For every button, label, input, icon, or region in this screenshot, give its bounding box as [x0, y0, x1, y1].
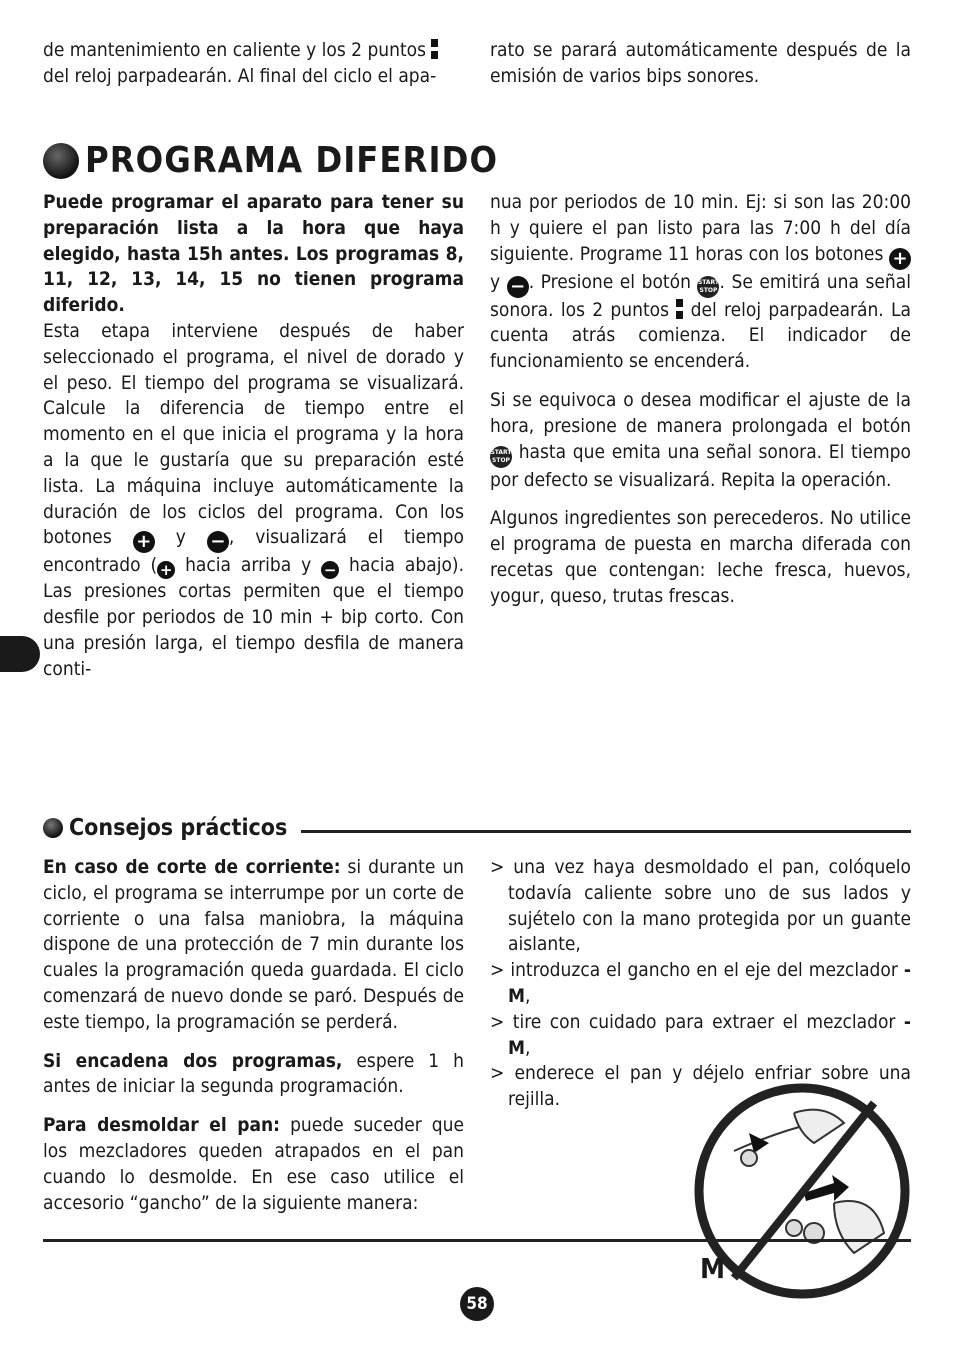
- programa-left-column: Puede programar el aparato para tener su preparación lista a la hora que haya elegido, hasta 15h antes. Los programas 8, 11, 12, 13, 14, 15 no tienen programa diferido. Esta etapa interviene después de haber seleccionado el programa, el nivel de dorado y el peso. El tiempo del programa se visualizará. Calcule la diferencia de tiempo entre el momento en el que inicia el programa y la hora a la que le gustaría que su preparación esté lista. La máquina incluye automáticamente la duración de los ciclos del programa. Con los botones + y − , visualizará el tiempo encontrado ( + hacia arriba y − hacia abajo). Las presiones cortas permiten que el tiempo desfile por periodos de 10 min + bip corto. Con una presión larga, el tiempo desfila de manera conti-: [43, 191, 464, 680]
- programa-right-column: nua por periodos de 10 min. Ej: si son las 20:00 h y quiere el pan listo para las 7:00 h del día siguiente. Programe 11 horas con los botones + y − . Presione el botón START STOP . Se emitirá una señal sonora. los 2 puntos del reloj parpadearán. La cuenta atrás comienza. El indicador de funcionamiento se encenderá. Si se equivoca o desea modificar el ajuste de la hora, presione de manera prolongada el botón START STOP hasta que emita una señal sonora. El tiempo por defecto se visualizará. Repita la operación. Algunos ingredientes son perecederos. No utilice el programa de puesta en marcha diferada con recetas que contengan: leche fresca, huevos, yogur, queso, trutas frescas.: [490, 190, 911, 623]
- bullet-icon: [43, 143, 79, 179]
- list-item: > enderece el pan y déjelo enfriar sobre una rejilla.: [490, 1062, 911, 1111]
- minus-button-icon: −: [321, 561, 339, 579]
- top-left-text: de mantenimiento en caliente y los 2 puntos del reloj parpadearán. Al final del ciclo el apa-: [43, 38, 464, 90]
- section-title-programa: PROGRAMA DIFERIDO: [43, 140, 498, 181]
- steps-list: [490, 855, 911, 1113]
- page-number: 58: [460, 1287, 494, 1321]
- no-hook-illustration: [694, 1083, 911, 1300]
- clock-colon-icon: [431, 38, 438, 60]
- minus-button-icon: −: [507, 276, 529, 298]
- side-tab-marker: [0, 636, 40, 672]
- figure-label: M: [700, 1252, 726, 1285]
- start-stop-icon: START STOP: [697, 276, 719, 298]
- perishable-note: Algunos ingredientes son perecederos. No utilice el programa de puesta en marcha diferada con recetas que contengan: leche fresca, huevos, yogur, queso, trutas frescas.: [490, 507, 911, 607]
- section-title-consejos: Consejos prácticos: [43, 815, 911, 841]
- list-item: > introduzca el gancho en el eje del mezclador - M,: [490, 959, 911, 1007]
- plus-button-icon: +: [889, 248, 911, 270]
- consejos-left-column: En caso de corte de corriente: si durante un ciclo, el programa se interrumpe por un corte de corriente o una falsa maniobra, la máquina dispone de una protección de 7 min durante los cuales la programación queda guardada. El ciclo comenzará de nuevo donde se paró. Después de este tiempo, la programación se perderá. Si encadena dos programas, espere 1 h antes de iniciar la segunda programación. Para desmoldar el pan: puede suceder que los mezcladores queden atrapados en el pan cuando lo desmolde. En ese caso utilice el accesorio “gancho” de la siguiente manera:: [43, 856, 464, 1214]
- plus-button-icon: +: [133, 531, 155, 553]
- title-rule: [301, 830, 911, 833]
- bullet-icon: [43, 818, 63, 838]
- minus-button-icon: −: [207, 531, 229, 553]
- clock-colon-icon: [676, 298, 683, 320]
- plus-button-icon: +: [157, 561, 175, 579]
- consejos-right-column: [490, 855, 911, 1113]
- top-right-text: rato se parará automáticamente después de la emisión de varios bips sonores.: [490, 39, 911, 87]
- bottom-rule: [43, 1239, 911, 1242]
- intro-bold: Puede programar el aparato para tener su preparación lista a la hora que haya elegido, hasta 15h antes. Los programas 8, 11, 12, 13, 14, 15 no tienen programa diferido.: [43, 191, 464, 317]
- start-stop-icon: START STOP: [490, 446, 512, 468]
- list-item: > una vez haya desmoldado el pan, colóquelo todavía caliente sobre uno de sus lados y sujételo con la mano protegida por un guante aislante,: [490, 856, 911, 956]
- list-item: > tire con cuidado para extraer el mezclador - M,: [490, 1010, 911, 1059]
